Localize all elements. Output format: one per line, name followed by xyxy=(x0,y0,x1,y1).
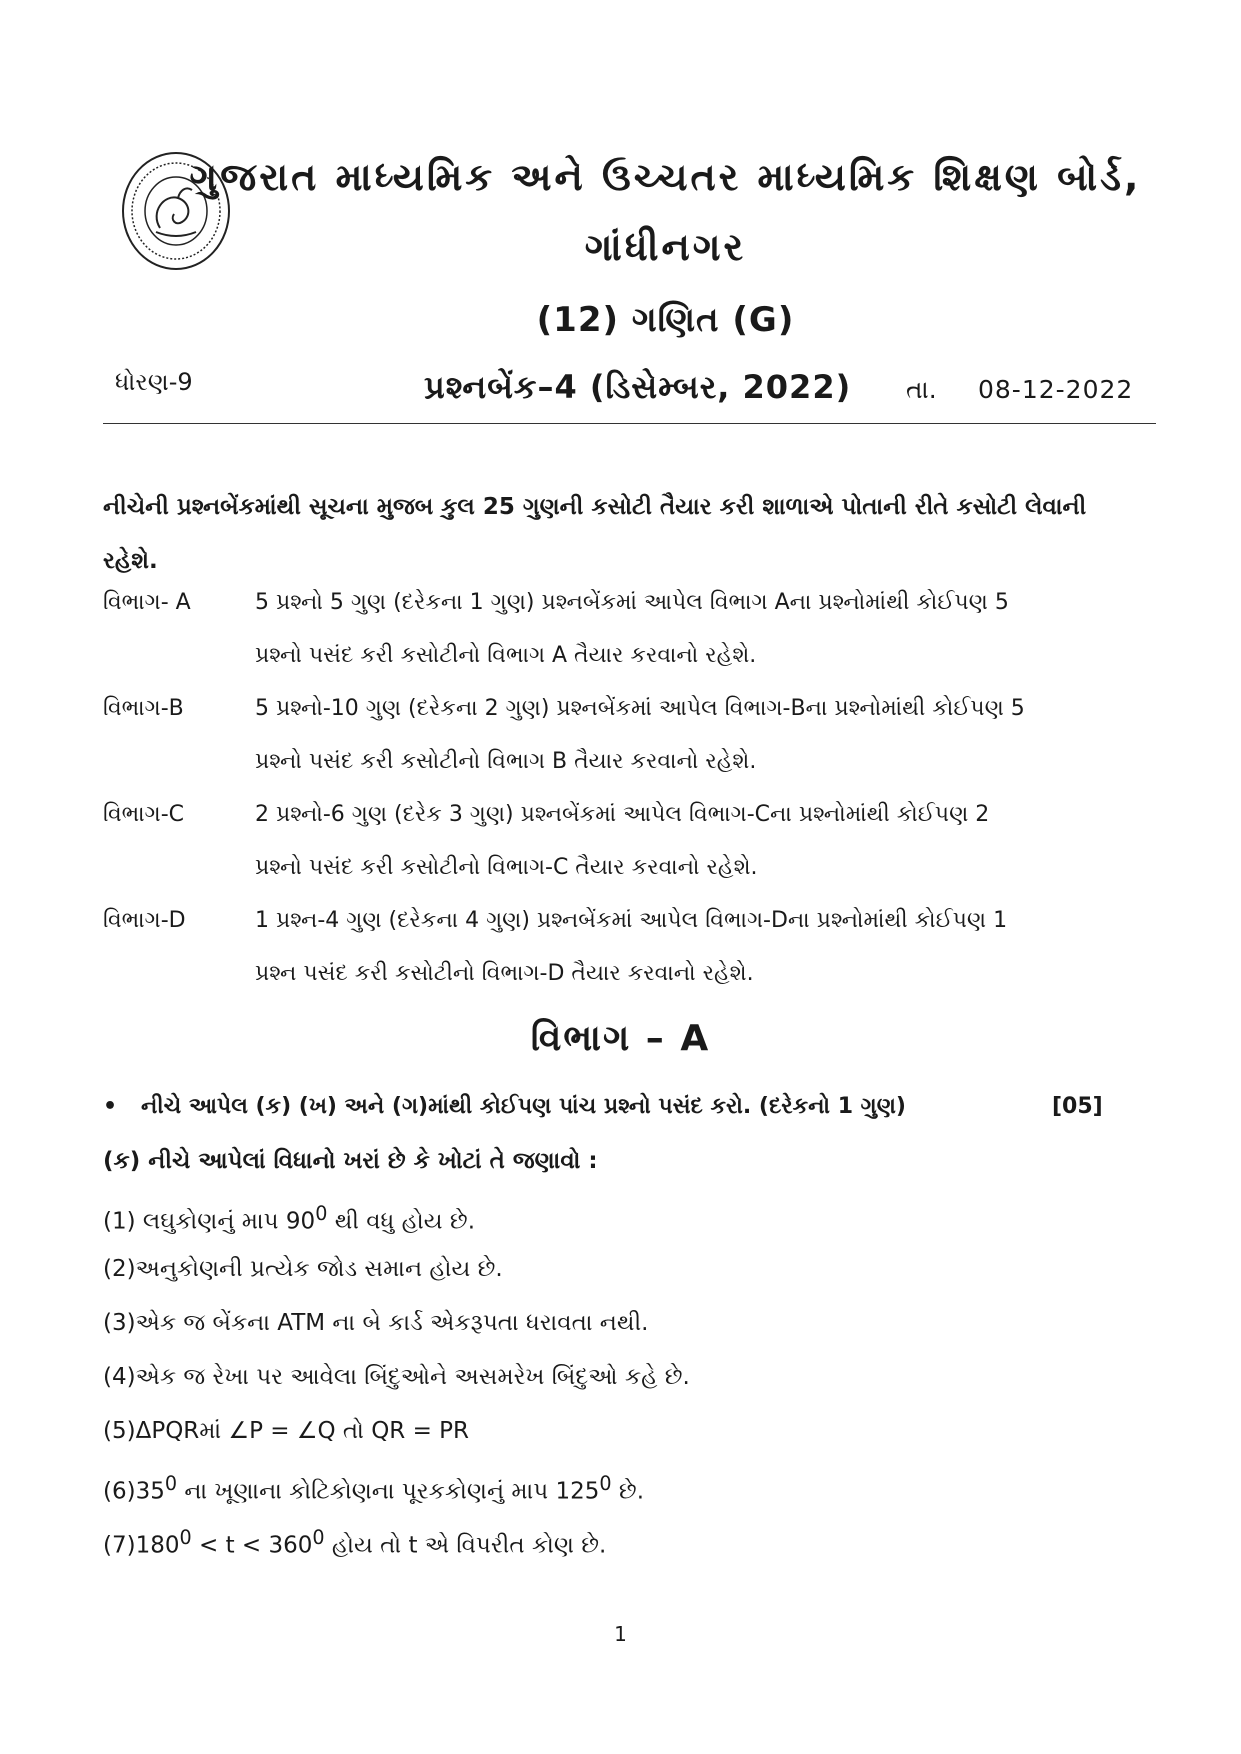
question-text: ΔPQRમાં ∠P = ∠Q તો QR = PR xyxy=(135,1418,470,1444)
section-description xyxy=(255,576,1235,682)
section-desc-line: પ્રશ્નો પસંદ કરી કસોટીનો વિભાગ-C તૈયાર કરવાનો રહેશે. xyxy=(255,855,758,880)
question-text: અનુકોણની પ્રત્યેક જોડ સમાન હોય છે. xyxy=(135,1256,503,1282)
question-number: (6) xyxy=(103,1478,136,1505)
degree-sup: 0 xyxy=(312,1526,325,1549)
section-label: વિભાગ- A xyxy=(103,590,191,615)
degree-sup: 0 xyxy=(599,1472,612,1495)
section-label: વિભાગ-B xyxy=(103,696,184,721)
degree-sup: 0 xyxy=(164,1472,178,1495)
degree-sup: 0 xyxy=(315,1202,328,1225)
question-number: (1) xyxy=(103,1208,136,1235)
question-number: (7) xyxy=(103,1532,136,1559)
question-item xyxy=(103,1364,690,1390)
question-text: એક જ બેંકના ATM ના બે કાર્ડ એકરૂપતા ધરાવતા નથી. xyxy=(135,1310,649,1336)
standard-label: ધોરણ-9 xyxy=(115,368,193,396)
question-item xyxy=(103,1472,644,1505)
section-description xyxy=(255,894,1235,1000)
date-value: 08-12-2022 xyxy=(978,375,1134,404)
section-rule-b xyxy=(103,682,1163,788)
question-text: 35 xyxy=(135,1478,165,1505)
instruction-text: નીચે આપેલ (ક) (ખ) અને (ગ)માંથી કોઈપણ પાંચ પ્રશ્નો પસંદ કરો. (દરેકનો 1 ગુણ) xyxy=(141,1094,906,1119)
section-rule-d xyxy=(103,894,1163,1000)
question-text: લઘુકોણનું માપ 90 xyxy=(142,1208,316,1235)
section-rule-a xyxy=(103,576,1163,682)
degree-sup: 0 xyxy=(179,1526,192,1549)
section-desc-line: 1 પ્રશ્ન-4 ગુણ (દરેકના 4 ગુણ) પ્રશ્નબેંકમાં આપેલ વિભાગ-Dના પ્રશ્નોમાંથી કોઈપણ 1 xyxy=(255,908,1008,933)
question-text: 180 xyxy=(135,1532,180,1559)
question-item xyxy=(103,1256,503,1282)
section-rule-c xyxy=(103,788,1163,894)
section-description xyxy=(255,788,1235,894)
question-item xyxy=(103,1310,648,1336)
section-label: વિભાગ-C xyxy=(103,802,185,827)
bullet-icon: • xyxy=(103,1094,118,1119)
section-desc-line: પ્રશ્નો પસંદ કરી કસોટીનો વિભાગ A તૈયાર કરવાનો રહેશે. xyxy=(255,643,757,668)
question-text-mid: < t < 360 xyxy=(191,1532,313,1559)
page-number: 1 xyxy=(614,1622,627,1646)
question-item xyxy=(103,1526,606,1559)
question-item xyxy=(103,1202,475,1235)
section-desc-line: 5 પ્રશ્નો 5 ગુણ (દરેકના 1 ગુણ) પ્રશ્નબેંકમાં આપેલ વિભાગ Aના પ્રશ્નોમાંથી કોઈપણ 5 xyxy=(255,590,1009,615)
question-number: (4) xyxy=(103,1364,136,1390)
subject-title: (12) ગણિત (G) xyxy=(536,300,795,340)
question-text-end: થી વધુ હોય છે. xyxy=(327,1208,476,1235)
section-desc-line: 2 પ્રશ્નો-6 ગુણ (દરેક 3 ગુણ) પ્રશ્નબેંકમાં આપેલ વિભાગ-Cના પ્રશ્નોમાંથી કોઈપણ 2 xyxy=(255,802,990,827)
date-label: તા. xyxy=(906,375,937,404)
question-item xyxy=(103,1418,469,1444)
section-label: વિભાગ-D xyxy=(103,908,186,933)
marks-badge: [05] xyxy=(1052,1094,1103,1119)
question-bank-title: પ્રશ્નબેંક–4 (ડિસેમ્બર, 2022) xyxy=(424,368,852,406)
question-text-end: છે. xyxy=(611,1478,645,1505)
question-text: એક જ રેખા પર આવેલા બિંદુઓને અસમરેખ બિંદુઓ કહે છે. xyxy=(135,1364,690,1390)
part-ka-heading: (ક) નીચે આપેલાં વિધાનો ખરાં છે કે ખોટાં તે જણાવો : xyxy=(103,1148,598,1174)
section-desc-line: પ્રશ્નો પસંદ કરી કસોટીનો વિભાગ B તૈયાર કરવાનો રહેશે. xyxy=(255,749,757,774)
question-text-end: હોય તો t એ વિપરીત કોણ છે. xyxy=(324,1532,607,1559)
vibhag-a-heading: વિભાગ – A xyxy=(530,1018,711,1059)
board-name-line1: ગુજરાત માધ્યમિક અને ઉચ્ચતર માધ્યમિક શિક્ષણ બોર્ડ, xyxy=(189,155,1142,199)
question-number: (5) xyxy=(103,1418,136,1444)
question-number: (2) xyxy=(103,1256,136,1282)
section-desc-line: પ્રશ્ન પસંદ કરી કસોટીનો વિભાગ-D તૈયાર કરવાનો રહેશે. xyxy=(255,961,754,986)
board-name-line2: ગાંધીનગર xyxy=(584,225,747,269)
section-desc-line: 5 પ્રશ્નો-10 ગુણ (દરેકના 2 ગુણ) પ્રશ્નબેંકમાં આપેલ વિભાગ-Bના પ્રશ્નોમાંથી કોઈપણ 5 xyxy=(255,696,1025,721)
header-divider xyxy=(103,423,1156,424)
section-description xyxy=(255,682,1235,788)
intro-instruction: નીચેની પ્રશ્નબેંકમાંથી સૂચના મુજબ કુલ 25 ગુણની કસોટી તૈયાર કરી શાળાએ પોતાની રીતે કસોટી લેવાની રહેશે. xyxy=(103,494,1087,574)
question-number: (3) xyxy=(103,1310,136,1336)
question-text-mid: ના ખૂણાના કોટિકોણના પૂરકકોણનું માપ 125 xyxy=(177,1478,600,1505)
